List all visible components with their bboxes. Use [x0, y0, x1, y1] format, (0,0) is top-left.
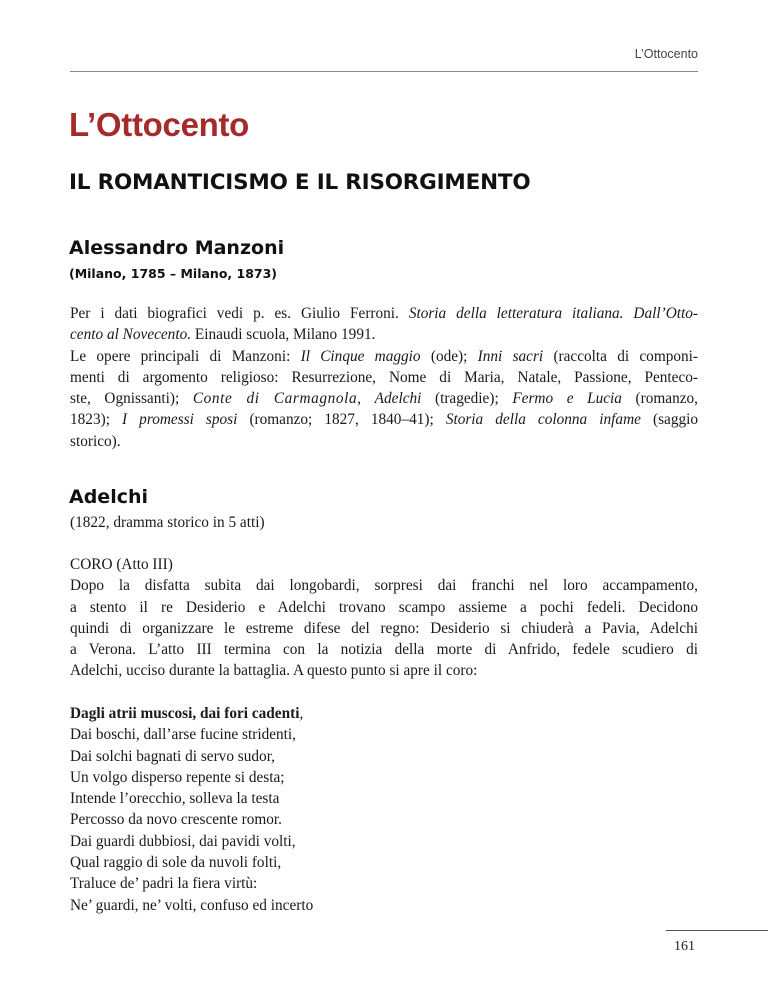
author-bio-paragraph	[70, 303, 698, 452]
works-line-3: ste, Ognissanti); Conte di Carmagnola, Adelchi (tragedie); Fermo e Lucia (romanzo,	[70, 390, 698, 408]
work-subtitle: (1822, dramma storico in 5 atti)	[70, 514, 265, 531]
works-line-4: 1823); I promessi sposi (romanzo; 1827, 1840–41); Storia della colonna infame (saggio	[70, 411, 698, 429]
summary-line-5: Adelchi, ucciso durante la battaglia. A questo punto si apre il coro:	[70, 662, 478, 680]
work-heading: Adelchi	[69, 486, 149, 508]
poem-line: Ne’ guardi, ne’ volti, confuso ed incerto	[70, 896, 314, 914]
poem-line-1: Dagli atrii muscosi, dai fori cadenti,	[70, 705, 304, 722]
poem-line: Un volgo disperso repente si desta;	[70, 768, 285, 786]
work-summary-paragraph	[70, 554, 698, 682]
section-title: IL ROMANTICISMO E IL RISORGIMENTO	[69, 170, 531, 195]
summary-line-1: Dopo la disfatta subita dai longobardi, sorpresi dai franchi nel loro accampamento,	[70, 577, 698, 595]
poem-line: Dai solchi bagnati di servo sudor,	[70, 747, 276, 765]
poem-excerpt	[70, 703, 698, 916]
bio-line-2: cento al Novecento. Einaudi scuola, Milano 1991.	[70, 326, 376, 344]
coro-label: CORO (Atto III)	[70, 556, 173, 573]
author-heading: Alessandro Manzoni	[69, 237, 285, 259]
author-dates: (Milano, 1785 – Milano, 1873)	[69, 266, 278, 281]
running-head: L’Ottocento	[634, 47, 698, 61]
poem-line: Dai boschi, dall’arse fucine stridenti,	[70, 726, 296, 744]
poem-line: Percosso da novo crescente romor.	[70, 811, 282, 829]
summary-line-2: a stento il re Desiderio e Adelchi trovano scampo assieme a pochi fedeli. Decidono	[70, 598, 698, 616]
chapter-title: L’Ottocento	[69, 106, 250, 143]
poem-line: Qual raggio di sole da nuvoli folti,	[70, 854, 282, 872]
bio-line-1: Per i dati biografici vedi p. es. Giulio Ferroni. Storia della letteratura italiana. Dall’Otto-	[70, 305, 698, 322]
works-line-2: menti di argomento religioso: Resurrezione, Nome di Maria, Natale, Passione, Penteco-	[70, 368, 698, 386]
footer-rule	[666, 930, 768, 931]
header-rule	[70, 71, 698, 72]
poem-line: Dai guardi dubbiosi, dai pavidi volti,	[70, 832, 296, 850]
poem-line: Intende l’orecchio, solleva la testa	[70, 790, 280, 808]
summary-line-3: quindi di organizzare le estreme difese del regno: Desiderio si chiuderà a Pavia, Adelchi	[70, 619, 698, 637]
works-line-1: Le opere principali di Manzoni: Il Cinque maggio (ode); Inni sacri (raccolta di componi-	[70, 347, 698, 365]
works-line-5: storico).	[70, 432, 121, 450]
summary-line-4: a Verona. L’atto III termina con la notizia della morte di Anfrido, fedele scudiero di	[70, 641, 698, 659]
poem-line: Traluce de’ padri la fiera virtù:	[70, 875, 258, 893]
page-number: 161	[674, 939, 695, 954]
